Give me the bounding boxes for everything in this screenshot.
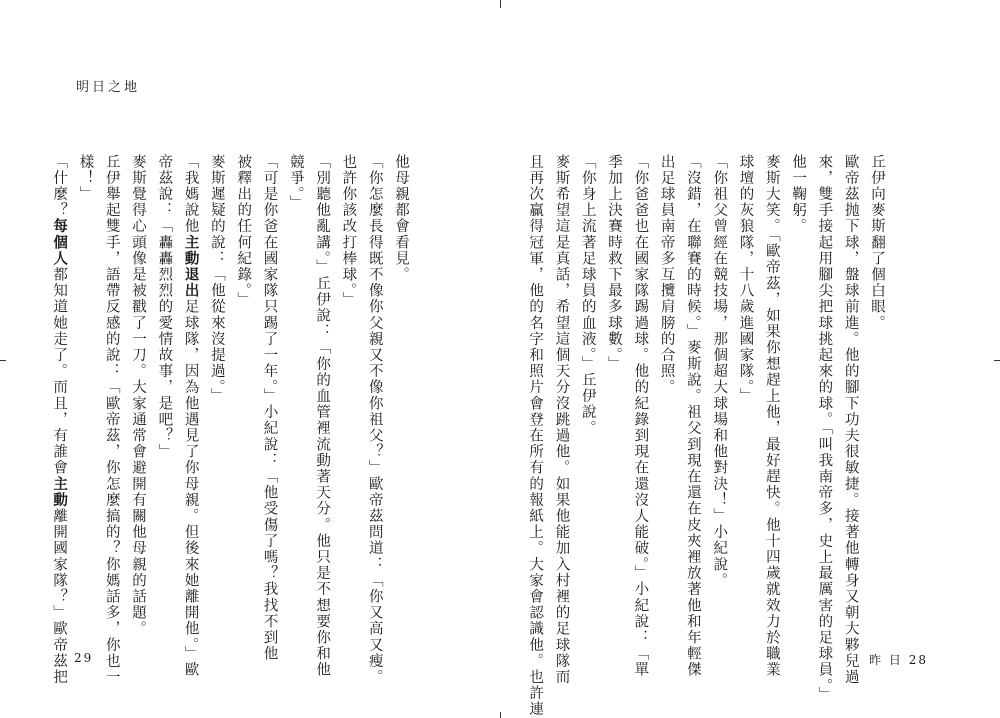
text-column: 麥斯大笑。「歐帝茲，如果你想趕上他，最好趕快。他十四歲就效力於職業 [763, 154, 780, 679]
text-column: 競爭。」 [287, 154, 304, 212]
running-head: 明日之地 [76, 80, 141, 95]
text-column: 他母親都會看見。 [393, 154, 409, 283]
bold-text: 主動 [51, 476, 69, 509]
page-number-left: 29 [74, 651, 94, 665]
right-page-body [522, 154, 890, 718]
text-segment: 足球隊，因為他遇見了你母親。但後來她離開他。」歐 [182, 298, 199, 679]
text-column: 且再次贏得冠軍，他的名字和照片會登在所有的報紙上。大家會認識他。也許連 [527, 154, 544, 718]
text-column: 樣！」 [77, 154, 94, 203]
text-column: 被釋出的任何紀錄。」 [235, 154, 252, 308]
text-segment: 離開國家隊？」歐帝茲把 [51, 508, 68, 686]
text-segment: 「我媽說他 [182, 154, 199, 235]
text-column: 丘伊向麥斯翻了個白眼。 [869, 154, 885, 332]
text-column: 丘伊舉起雙手，語帶反感的說：「歐帝茲，你怎麼搞的？你媽話多，你也一 [103, 154, 120, 686]
text-column: 「你祖父曾經在競技場，那個超大球場和他對決！」小紀說。 [711, 154, 728, 589]
bold-text: 主動退出 [182, 234, 200, 299]
bold-text: 每個人 [51, 218, 69, 267]
text-column: 「你爸爸也在國家隊踢過球。他的紀錄到現在還沒人能破。」小紀說：「單 [632, 154, 649, 679]
text-column: 帝茲說：「轟轟烈烈的愛情故事，是吧？」 [156, 154, 173, 460]
text-column: 麥斯覺得心頭像是被戳了一刀。大家通常會避開有關他母親的話題。 [130, 154, 147, 637]
text-segment: 「什麼？ [51, 154, 68, 219]
text-column: 來，雙手接起用腳尖把球挑起來的球。「叫我南帝多，史上最厲害的足球員。」 [816, 154, 833, 703]
page-number-right: 昨 日 28 [869, 653, 928, 667]
text-column: 「你身上流著足球員的血液。」丘伊說。 [579, 154, 596, 437]
right-page [500, 0, 1000, 718]
text-column: 「別聽他亂講。」丘伊說：「你的血管裡流動著天分。他只是不想要你和他 [314, 154, 331, 679]
text-column-rich [46, 154, 72, 686]
text-column: 出足球員南帝多互攬肩膀的合照。 [658, 154, 675, 396]
text-column: 歐帝茲抛下球，盤球前進。他的腳下功夫很敏捷。接著他轉身又朝大夥兒過 [842, 154, 859, 686]
text-column: 麥斯遲疑的說：「他從來沒提過。」 [208, 154, 225, 405]
text-column: 「可是你爸在國家隊只踢了一年。」小紀說：「他受傷了嗎？我找不到他 [261, 154, 278, 662]
text-column: 也許你該改打棒球。」 [340, 154, 357, 308]
text-column: 「你怎麼長得既不像你父親又不像你祖父？」歐帝茲問道：「你又高又瘦。 [366, 154, 383, 686]
text-column: 麥斯希望這是真話，希望這個天分沒跳過他。如果他能加入村裡的足球隊而 [553, 154, 570, 686]
text-segment: 都知道她走了。而且，有誰會 [51, 266, 68, 477]
text-column: 「沒錯，在聯賽的時候。」麥斯說。祖父到現在還在皮夾裡放著他和年輕傑 [684, 154, 701, 679]
text-column: 他一鞠躬。 [790, 154, 807, 235]
text-column: 球壇的灰狼隊，十八歲進國家隊。」 [737, 154, 754, 405]
text-column: 季加上決賽時救下最多球數。」 [606, 154, 623, 373]
text-column-rich [177, 154, 203, 679]
